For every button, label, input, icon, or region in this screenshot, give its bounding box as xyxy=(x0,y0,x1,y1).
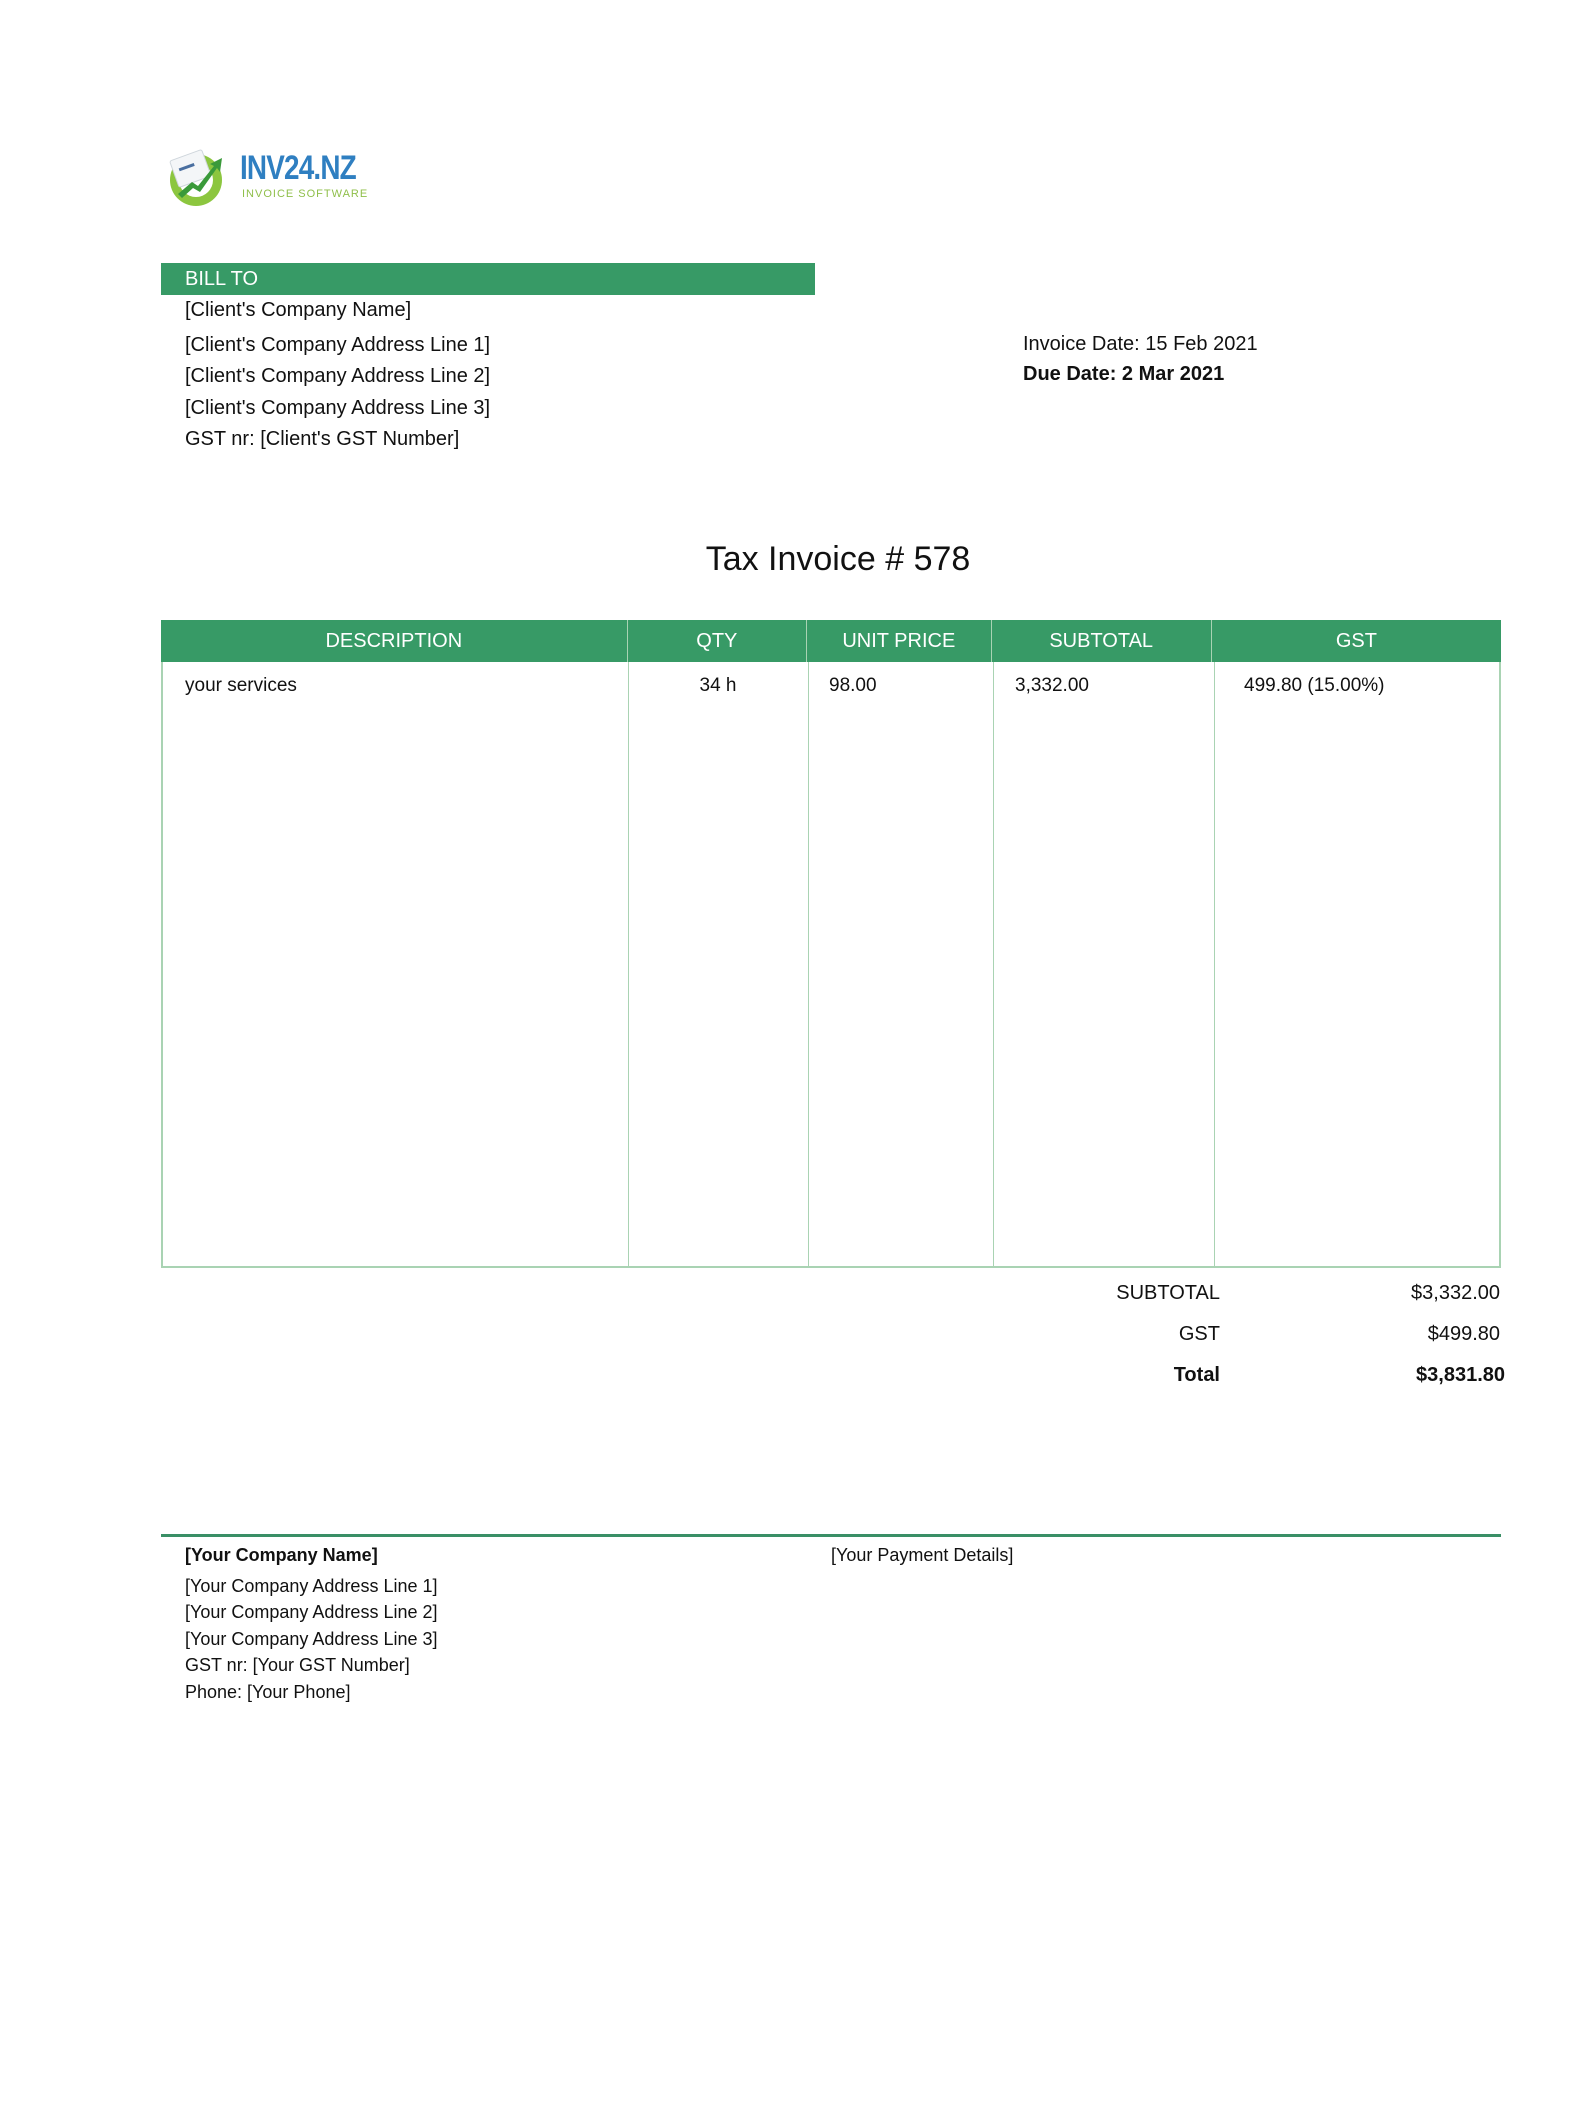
your-address-line-1: [Your Company Address Line 1] xyxy=(185,1576,438,1596)
gst-value: $499.80 xyxy=(1427,1323,1500,1345)
your-company-name: [Your Company Name] xyxy=(185,1545,378,1565)
invoice-date: Invoice Date: 15 Feb 2021 xyxy=(1023,333,1258,355)
logo xyxy=(160,140,380,210)
payment-details: [Your Payment Details] xyxy=(831,1545,1014,1565)
cell-subtotal: 3,332.00 xyxy=(1015,675,1089,696)
column-header-qty: QTY xyxy=(628,620,807,662)
cell-description: your services xyxy=(185,675,297,696)
column-header-gst: GST xyxy=(1335,630,1377,652)
invoice-title: Tax Invoice # 578 xyxy=(705,540,971,578)
footer-divider xyxy=(161,1534,1501,1537)
your-phone: Phone: [Your Phone] xyxy=(185,1682,351,1702)
column-header-description: DESCRIPTION xyxy=(161,620,628,662)
gst-label: GST xyxy=(1178,1323,1220,1345)
logo-title: INV24.NZ xyxy=(240,149,356,187)
table-header xyxy=(161,620,1501,662)
column-divider xyxy=(993,662,994,1266)
client-address-line-1: [Client's Company Address Line 1] xyxy=(185,334,491,356)
your-address-line-2: [Your Company Address Line 2] xyxy=(185,1602,438,1622)
subtotal-label: SUBTOTAL xyxy=(1116,1282,1220,1304)
client-address-line-3: [Client's Company Address Line 3] xyxy=(185,397,491,419)
column-divider xyxy=(628,662,629,1266)
client-company-name: [Client's Company Name] xyxy=(185,299,412,321)
total-value: $3,831.80 xyxy=(1416,1364,1505,1386)
subtotal-value: $3,332.00 xyxy=(1411,1282,1500,1304)
line-items-table xyxy=(161,620,1501,1268)
due-date: Due Date: 2 Mar 2021 xyxy=(1023,363,1225,385)
cell-unit-price: 98.00 xyxy=(829,675,877,696)
cell-gst: 499.80 (15.00%) xyxy=(1244,675,1385,696)
column-divider xyxy=(1214,662,1215,1266)
column-header-unit-price: UNIT PRICE xyxy=(807,620,991,662)
logo-subtitle: INVOICE SOFTWARE xyxy=(242,188,369,200)
total-label: Total xyxy=(1173,1364,1220,1386)
column-divider xyxy=(808,662,809,1266)
invoice-growth-arrow-icon xyxy=(164,144,228,208)
your-address-line-3: [Your Company Address Line 3] xyxy=(185,1629,438,1649)
client-address-line-2: [Client's Company Address Line 2] xyxy=(185,365,491,387)
cell-qty: 34 h xyxy=(699,675,737,696)
your-gst-number: GST nr: [Your GST Number] xyxy=(185,1655,410,1675)
client-gst-number: GST nr: [Client's GST Number] xyxy=(185,428,460,450)
column-header-subtotal: SUBTOTAL xyxy=(992,620,1212,662)
bill-to-heading: BILL TO xyxy=(161,263,815,295)
